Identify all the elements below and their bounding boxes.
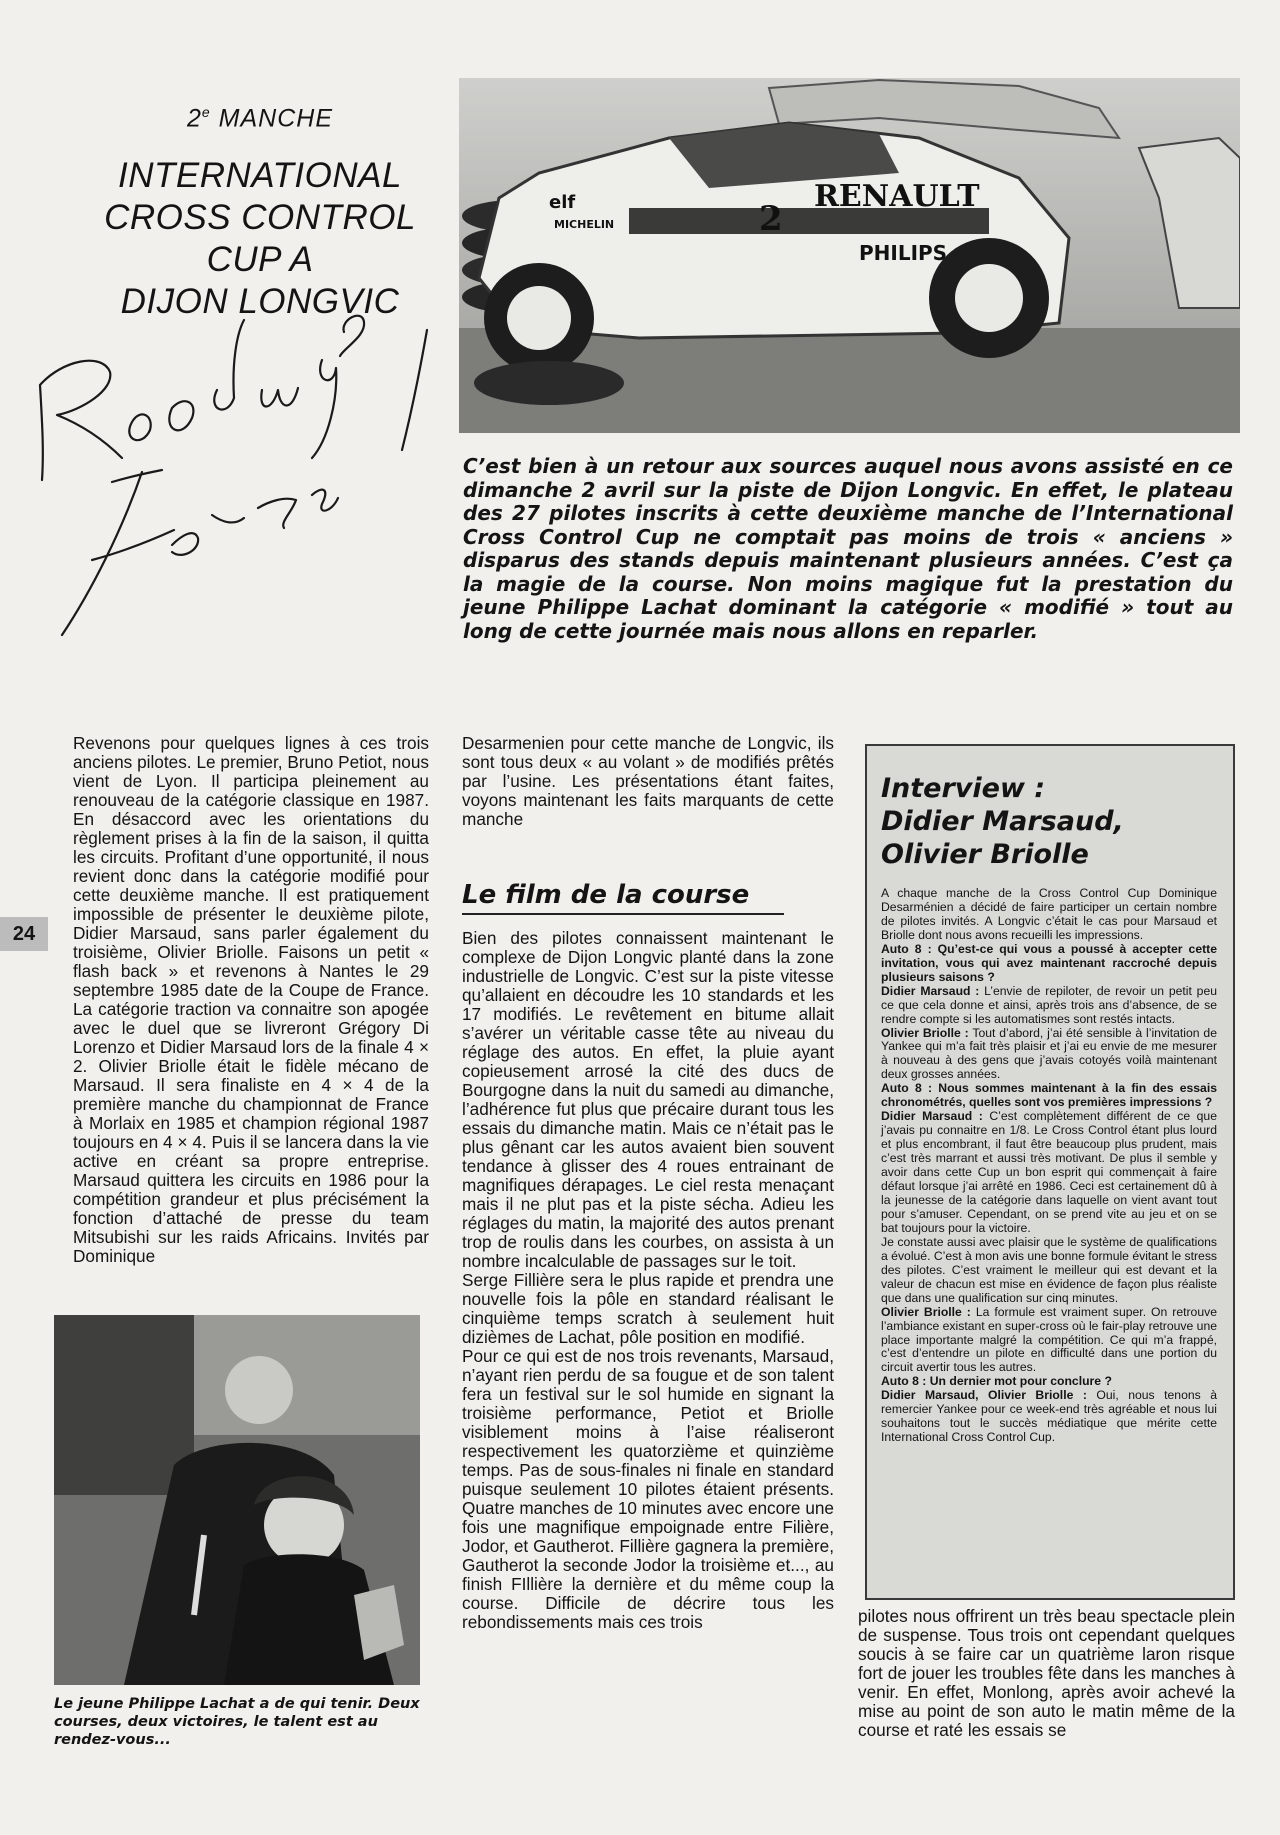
round-label: [60, 104, 460, 133]
speaker-name: Didier Marsaud :: [881, 1109, 983, 1124]
answer-text: C’est complètement différent de ce que j’avais pu connaitre en 1/8. Le Cross Control étant plus lourd et plus encombrant, il faut être beaucoup plus prudent, mais c’est très marrant et aussi très motivant. De plus il semble y avoir dans cette Cup un bon esprit qui commençait à faire défaut lorsque j’ai arrêté en 1986. Ceci est certainement dû à la jeunesse de la catégorie dans laquelle on vient avant tout pour s’amuser. Cependant, on se prend vite au jeu et on se bat toujours pour la victoire.: [881, 1109, 1217, 1235]
interview-box: [865, 744, 1235, 1600]
answer-text: Oui, nous tenons à remercier Yankee pour ce week-end très agréable et nous lui souhaitons tout le succès médiatique que mérite cette International Cross Control Cup.: [881, 1388, 1217, 1445]
column-2-top-text: [462, 734, 834, 829]
speaker-name: Didier Marsaud :: [881, 983, 980, 998]
interview-answer: [881, 1306, 1217, 1376]
title-line: DIJON LONGVIC: [120, 282, 400, 322]
autograph-signature: [22, 290, 452, 710]
car-number-text: 2: [759, 199, 783, 239]
speaker-name: Didier Marsaud, Olivier Briolle :: [881, 1388, 1087, 1403]
interview-title-line: Interview :: [881, 773, 1046, 804]
photo-caption: Le jeune Philippe Lachat a de qui tenir. Deux courses, deux victoires, le talent est au rendez-vous...: [54, 1696, 420, 1748]
interview-answer: [881, 985, 1217, 1027]
body-paragraph: pilotes nous offrirent un très beau spectacle plein de suspense. Tous trois ont cependant quelques soucis à se faire car un quatrième laron risque fort de jouer les troubles fête dans les manches à venir. En effet, Monlong, après avoir achevé la mise au point de son auto le matin même de la course et raté les essais se: [858, 1606, 1235, 1740]
title-line: INTERNATIONAL: [118, 156, 402, 196]
interview-question: Auto 8 : Un dernier mot pour conclure ?: [881, 1374, 1112, 1389]
race-car-illustration: [459, 78, 1240, 433]
people-photo-illustration: [54, 1315, 420, 1685]
interview-answer: [881, 1389, 1217, 1445]
body-paragraph: Revenons pour quelques lignes à ces trois anciens pilotes. Le premier, Bruno Petiot, nous vient de Lyon. Il participa pleinement au renouveau de la catégorie classique en 1987. En désaccord avec les orientations du règlement prises à la fin de la saison, il quitta les circuits. Profitant d’une opportunité, il nous revient donc dans la catégorie modifié pour cette deuxième manche. Il est pratiquement impossible de présenter le deuxième pilote, Didier Marsaud, sans parler également du troisième, Olivier Briolle. Faisons un petit « flash back » et revenons à Nantes le 29 septembre 1985 date de la Coupe de France. La catégorie traction va connaitre son apogée avec le duel que se livreront Grégory Di Lorenzo et Didier Marsaud lors de la finale 4 × 2. Olivier Briolle était le fidèle mécano de Marsaud. Il sera finaliste en 4 × 4 de la première manche du championnat de France à Morlaix en 1985 et champion régional 1987 toujours en 4 × 4. Puis il se lancera dans la vie active en créant sa propre entreprise. Marsaud quittera les circuits en 1986 pour la compétition grandeur et plus précisément la fonction d’attaché de presse du team Mitsubishi sur les raids Africains. Invités par Dominique: [73, 733, 429, 1266]
column-1-text: [73, 734, 429, 1266]
speaker-name: Olivier Briolle :: [881, 1304, 971, 1319]
interview-answer: Je constate aussi avec plaisir que le système de qualifications a évolué. C’est à mon avis une bonne formule évitant le stress des pilotes. C’est vraiment le meilleur qui est devant et la valeur de chacun est mise en évidence de façon plus réaliste que dans une qualification sur cinq minutes.: [881, 1234, 1218, 1305]
interview-title-line: Olivier Briolle: [881, 839, 1089, 870]
sponsor-text: PHILIPS: [859, 241, 948, 265]
body-paragraph: Serge Fillière sera le plus rapide et prendra une nouvelle fois la pôle en standard réalisant le cinquième temps scratch à seulement huit dizièmes de Lachat, pôle position en modifié.: [462, 1270, 834, 1347]
side-logo-text: elf: [549, 192, 576, 213]
round-word: MANCHE: [218, 104, 333, 133]
brand-text: RENAULT: [814, 179, 980, 214]
body-paragraph: Pour ce qui est de nos trois revenants, Marsaud, n’ayant rien perdu de sa fougue et de son talent fera un festival sur le sol humide en signant la troisième performance, Petiot et Briolle visiblement moins à l’aise réaliseront respectivement les quatorzième et quinzième temps. Pas de sous-finales ni finale en standard puisque seulement 10 pilotes étaient présents. Quatre manches de 10 minutes avec encore une fois une magnifique empoignade entre Filière, Jodor, et Gautherot. Fillière gagnera la première, Gautherot la seconde Jodor la troisième et..., au finish FIllière la dernière et du même coup la course. Difficile de décrire tous les rebondissements mais ces trois: [462, 1346, 834, 1632]
intro-paragraph: C’est bien à un retour aux sources auquel nous avons assisté en ce dimanche 2 avril sur la piste de Dijon Longvic. En effet, le plateau des 27 pilotes inscrits à cette deuxième manche de l’International Cross Control Cup ne comptait pas moins de trois « anciens » disparus des stands depuis maintenant plusieurs années. C’est ça la magie de la course. Non moins magique fut la prestation du jeune Philippe Lachat dominant la catégorie « modifié » tout au long de cette journée mais nous allons en reparler.: [463, 454, 1233, 643]
answer-text: Tout d’abord, j’ai été sensible à l’invitation de Yankee qui m’a fait très plaisir et j’ai eu envie de me mesurer à nouveau à des gens que j’avais cotoyés voilà maintenant deux grosses années.: [881, 1025, 1217, 1082]
answer-text: L’envie de repiloter, de revoir un petit peu ce que cela donne et ainsi, après trois ans d’absence, de se rendre compte si les automatismes sont restés intacts.: [881, 983, 1218, 1026]
body-paragraph: Bien des pilotes connaissent maintenant le complexe de Dijon Longvic planté dans la zone industrielle de Longvic. C’est sur la piste vitesse qu’allaient en découdre les 10 standards et les 17 modifiés. Le revêtement en bitume allait s’avérer un véritable casse tête au niveau du réglage des autos. En effet, la pluie ayant copieusement arrosé la cité des ducs de Bourgogne dans la nuit du samedi au dimanche, l’adhérence fut plus que précaire durant tous les essais du dimanche matin. Mais ce n’était pas le plus gênant car les autos avaient bien souvent tendance à glisser des 4 roues entrainant de magnifiques dérapages. Le ciel resta menaçant mais il ne plut pas et la piste sécha. Adieu les réglages du matin, la majorité des autos prenant trop de roulis dans les courbes, on assista à un nombre incalculable de passages sur le toit.: [462, 928, 834, 1271]
title-line: CROSS CONTROL: [104, 198, 416, 238]
answer-text: La formule est vraiment super. On retrouve l’ambiance existant en super-cross où le fair-play retrouve une place importante malgré la compétition. Ce qui m’a frappé, c’est d’entendre un pilote en difficulté dans une portion du circuit avertir tous les autres.: [881, 1304, 1218, 1375]
round-superscript: e: [201, 104, 211, 120]
lachat-photo: [54, 1315, 420, 1685]
tyre-logo-text: MICHELIN: [554, 218, 615, 231]
round-number: 2: [187, 104, 202, 133]
title-line: CUP A: [206, 240, 314, 280]
interview-question: Auto 8 : Qu’est-ce qui vous a poussé à accepter cette invitation, vous qui avez maintenant raccroché depuis plusieurs saisons ?: [881, 941, 1217, 984]
body-paragraph: Desarmenien pour cette manche de Longvic, ils sont tous deux « au volant » de modifiés prêtés par l’usine. Les présentations étant faites, voyons maintenant les faits marquants de cette manche: [462, 733, 834, 829]
speaker-name: Olivier Briolle :: [881, 1025, 969, 1040]
interview-answer: [881, 1027, 1217, 1083]
column-3-text: [858, 1607, 1235, 1740]
hero-photo: [459, 78, 1240, 433]
interview-body: [881, 887, 1217, 1445]
interview-intro: A chaque manche de la Cross Control Cup Dominique Desarménien a décidé de faire participer un certain nombre de pilotes invités. A Longvic c’était le cas pour Marsaud et Briolle dont nous avons recueilli les impressions.: [881, 886, 1217, 942]
interview-title: [881, 772, 1217, 871]
interview-answer: [881, 1110, 1217, 1236]
column-2-text: [462, 929, 834, 1632]
page-number: 24: [0, 917, 48, 951]
interview-question: Auto 8 : Nous sommes maintenant à la fin des essais chronométrés, quelles sont vos premières impressions ?: [881, 1081, 1217, 1110]
section-title: Le film de la course: [462, 880, 784, 915]
interview-title-line: Didier Marsaud,: [881, 806, 1124, 837]
